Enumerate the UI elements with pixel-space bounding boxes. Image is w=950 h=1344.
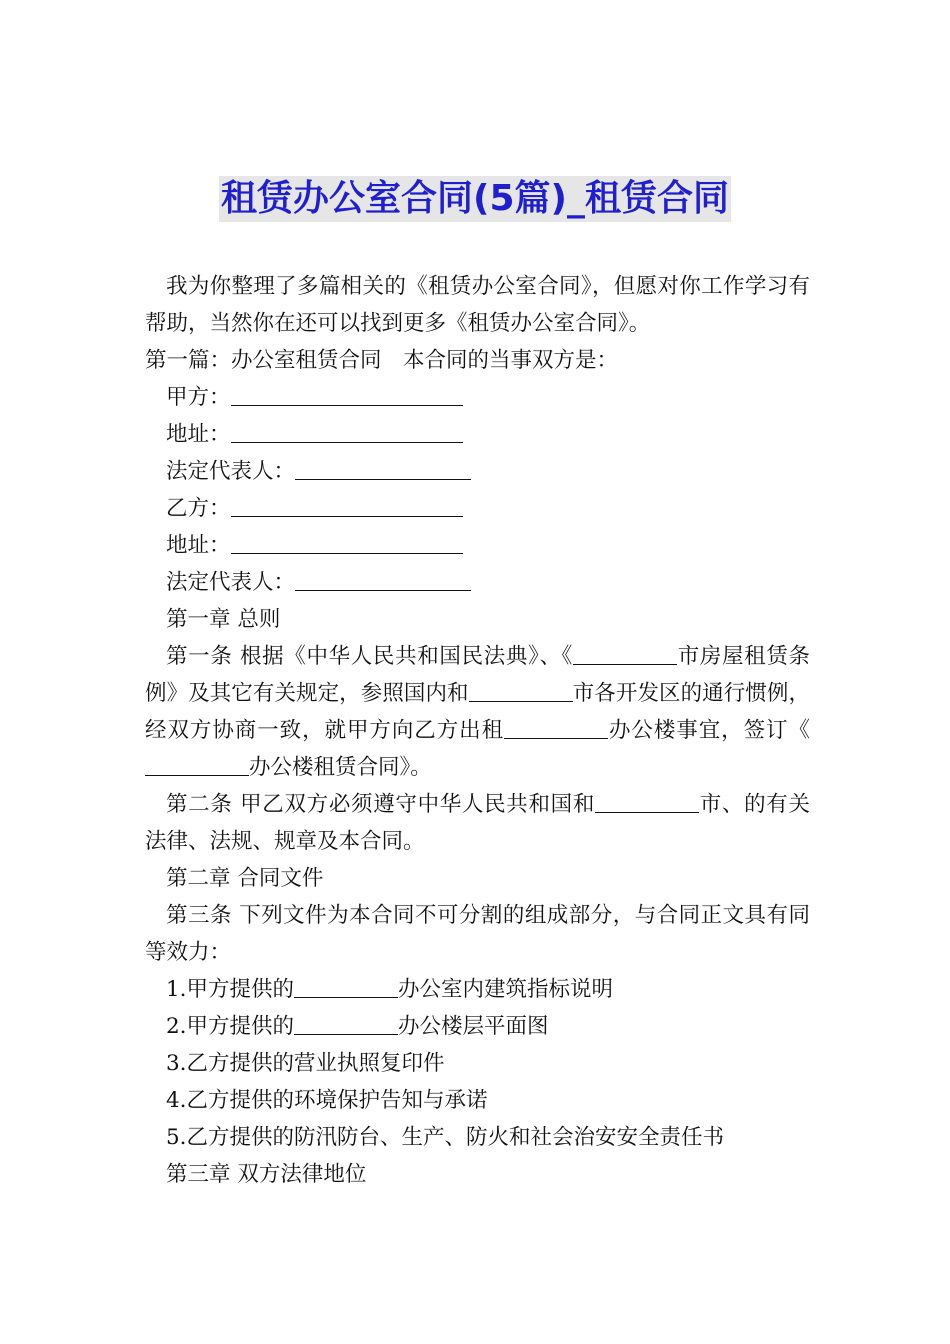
party-a-name-label: 甲方： bbox=[166, 385, 231, 410]
party-a-rep-label: 法定代表人： bbox=[166, 459, 296, 484]
section1-heading: 第一篇：办公室租赁合同 本合同的当事双方是： bbox=[145, 348, 619, 373]
document-body bbox=[145, 268, 810, 1193]
article1-text-d: 办公楼事宜，签订《 bbox=[608, 718, 810, 743]
party-b-name-blank bbox=[231, 492, 463, 517]
doc-item-2-blank bbox=[294, 1010, 398, 1035]
article1-text-e: 办公楼租赁合同》。 bbox=[249, 755, 432, 780]
article2-text-a: 第二条 甲乙双方必须遵守中华人民共和国和 bbox=[166, 792, 596, 817]
document-title: 租赁办公室合同(5篇)_租赁合同 bbox=[219, 176, 731, 222]
doc-item-2-text-a: 2.甲方提供的 bbox=[166, 1014, 295, 1039]
party-a-rep-line bbox=[145, 453, 810, 490]
chapter2-heading: 第二章 合同文件 bbox=[166, 866, 324, 891]
article1-paragraph bbox=[145, 638, 810, 786]
doc-item-2-text-b: 办公楼层平面图 bbox=[398, 1014, 549, 1039]
party-b-address-blank bbox=[231, 529, 463, 554]
party-b-name-label: 乙方： bbox=[166, 496, 231, 521]
article1-blank-3 bbox=[504, 714, 608, 739]
article1-blank-2 bbox=[469, 677, 573, 702]
doc-item-3: 3.乙方提供的营业执照复印件 bbox=[166, 1051, 445, 1076]
doc-item-1-blank bbox=[294, 973, 398, 998]
party-a-name-line bbox=[145, 379, 810, 416]
doc-item-5: 5.乙方提供的防汛防台、生产、防火和社会治安安全责任书 bbox=[166, 1125, 725, 1150]
title-wrap bbox=[0, 176, 950, 222]
party-b-address-label: 地址： bbox=[166, 533, 231, 558]
party-a-name-blank bbox=[231, 381, 463, 406]
article2-text-b: 市、的有关法律、法规、规章及本合同。 bbox=[145, 792, 810, 854]
doc-item-2 bbox=[145, 1008, 810, 1045]
chapter3-heading: 第三章 双方法律地位 bbox=[166, 1162, 367, 1187]
party-b-rep-label: 法定代表人： bbox=[166, 570, 296, 595]
chapter1-heading: 第一章 总则 bbox=[166, 607, 281, 632]
party-a-address-blank bbox=[231, 418, 463, 443]
party-a-rep-blank bbox=[295, 455, 471, 480]
intro-paragraph: 我为你整理了多篇相关的《租赁办公室合同》，但愿对你工作学习有帮助，当然你在还可以找到更多《租赁办公室合同》。 bbox=[145, 274, 810, 336]
doc-item-4: 4.乙方提供的环境保护告知与承诺 bbox=[166, 1088, 488, 1113]
party-b-rep-line bbox=[145, 564, 810, 601]
doc-item-1-text-a: 1.甲方提供的 bbox=[166, 977, 295, 1002]
article1-blank-4 bbox=[145, 751, 249, 776]
article3-paragraph: 第三条 下列文件为本合同不可分割的组成部分，与合同正文具有同等效力： bbox=[145, 903, 810, 965]
article1-text-c: 市各开发区的通行惯例，经双方协商一致，就甲方向乙方出租 bbox=[145, 681, 810, 743]
article1-text-b: 市房屋租赁条例》及其它有关规定，参照国内和 bbox=[145, 644, 810, 706]
article1-text-a: 第一条 根据《中华人民共和国民法典》、《 bbox=[166, 644, 574, 669]
article2-blank-1 bbox=[595, 788, 699, 813]
party-b-address-line bbox=[145, 527, 810, 564]
article1-blank-1 bbox=[573, 640, 677, 665]
doc-item-1 bbox=[145, 971, 810, 1008]
party-a-address-line bbox=[145, 416, 810, 453]
article2-paragraph bbox=[145, 786, 810, 860]
party-b-name-line bbox=[145, 490, 810, 527]
party-b-rep-blank bbox=[295, 566, 471, 591]
party-a-address-label: 地址： bbox=[166, 422, 231, 447]
doc-item-1-text-b: 办公室内建筑指标说明 bbox=[398, 977, 614, 1002]
